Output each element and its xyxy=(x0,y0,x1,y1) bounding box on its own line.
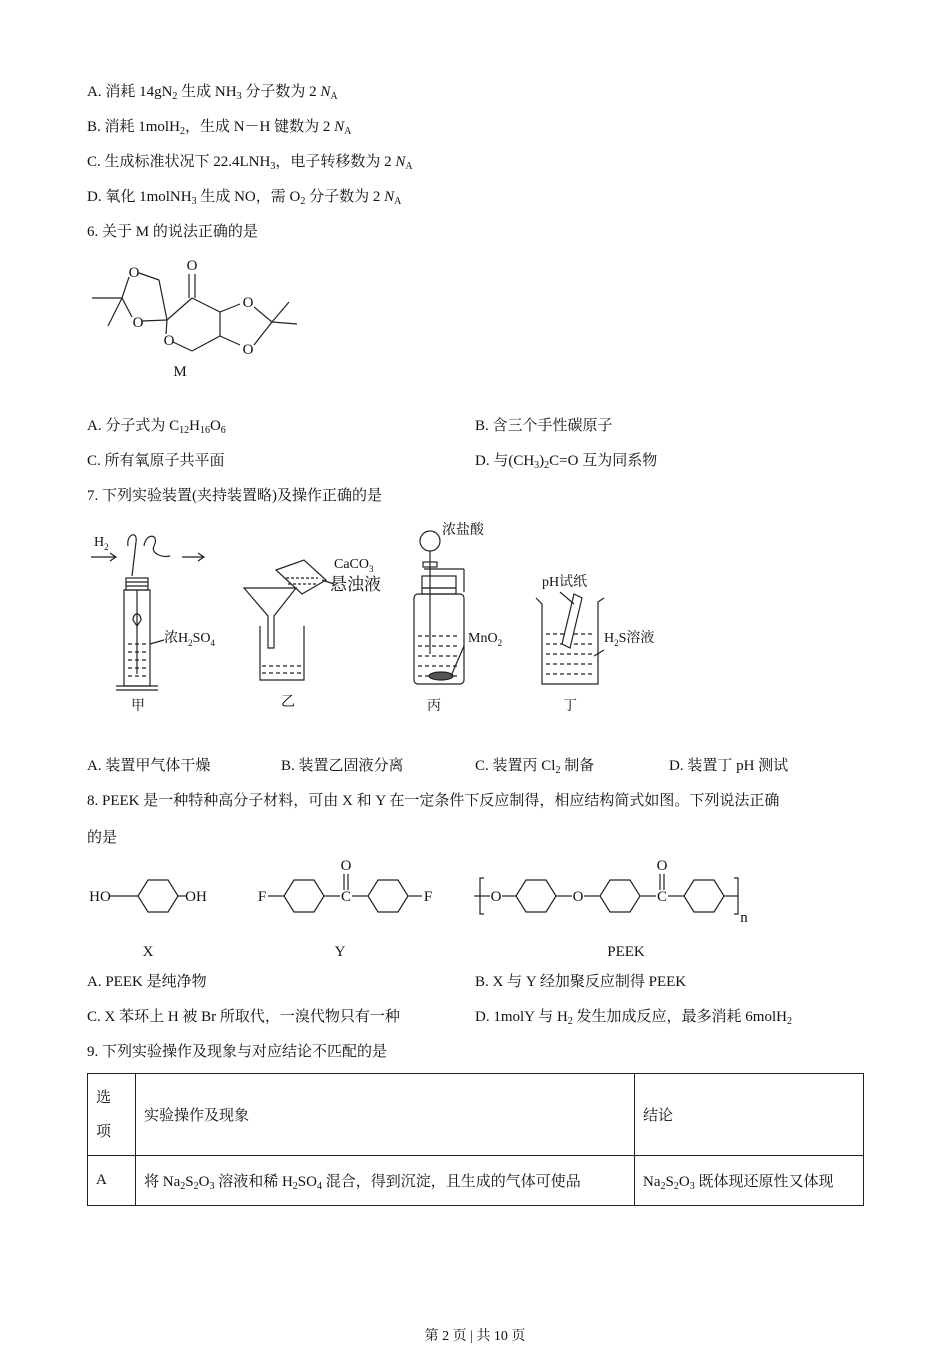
q8-stem-line1: 8. PEEK 是一种特种高分子材料，可由 X 和 Y 在一定条件下反应制得，相应结构简式如图。下列说法正确 xyxy=(87,793,780,809)
label-ph-paper: pH试纸 xyxy=(542,575,588,590)
y-f-left: F xyxy=(257,889,267,905)
label-jia: 甲 xyxy=(131,699,145,714)
q8-option-b: B. X 与 Y 经加聚反应制得 PEEK xyxy=(475,974,687,990)
peek-subscript-n: n xyxy=(740,910,748,926)
label-mno2: MnO$_2$ xyxy=(468,631,503,648)
q7-option-c: C. 装置丙 $Cl_2$ 制备 xyxy=(475,758,595,776)
label-h2: $H_2$ xyxy=(94,535,109,552)
x-oh-label: OH xyxy=(185,889,207,905)
row-operation: 将 $Na_2S_2O_3$ 溶液和稀 $H_2SO_4$ 混合，得到沉淀，且生成的气体可使品 xyxy=(136,1156,635,1206)
q7-option-d: D. 装置丁 pH 测试 xyxy=(669,758,789,774)
label-conc-hcl: 浓盐酸 xyxy=(442,523,484,538)
label-caco3: CaCO$_3$ xyxy=(334,557,374,574)
y-carbonyl-c: C xyxy=(340,889,352,905)
header-operation: 实验操作及现象 xyxy=(136,1074,635,1156)
label-x: X xyxy=(142,944,154,960)
peek-o-1: O xyxy=(490,889,502,905)
atom-o-ring: O xyxy=(163,333,175,349)
label-h2s-solution: $H_2S$溶液 xyxy=(604,631,655,648)
q8-option-a: A. PEEK 是纯净物 xyxy=(87,974,207,990)
q6-option-b: B. 含三个手性碳原子 xyxy=(475,418,613,434)
q5-option-b: B. 消耗 1molH$_2$，生成 N－H 键数为 2 $N_A$ xyxy=(87,119,352,137)
peek-carbonyl-o: O xyxy=(656,858,668,874)
y-f-right: F xyxy=(423,889,433,905)
q6-option-a: A. 分子式为 $C_{12}H_{16}O_6$ xyxy=(87,418,226,436)
table-row xyxy=(88,1156,864,1206)
q5-option-c: C. 生成标准状况下 $22.4LNH_3$，电子转移数为 2 $N_A$ xyxy=(87,154,413,172)
atom-o-right-top: O xyxy=(242,295,254,311)
label-conc-h2so4: 浓$H_2SO_4$ xyxy=(164,631,216,648)
peek-o-2: O xyxy=(572,889,584,905)
label-yi: 乙 xyxy=(281,695,295,710)
q7-option-a: A. 装置甲气体干燥 xyxy=(87,758,211,774)
table-header-row xyxy=(88,1074,864,1156)
page-footer: 第 2 页 | 共 10 页 xyxy=(424,1329,526,1344)
molecule-m-structure xyxy=(82,252,312,384)
label-suspension: 悬浊液 xyxy=(330,575,381,594)
q9-stem: 9. 下列实验操作及现象与对应结论不匹配的是 xyxy=(87,1044,388,1060)
q8-stem-line2: 的是 xyxy=(87,830,118,846)
atom-o-right-bottom: O xyxy=(242,342,254,358)
q8-option-c: C. X 苯环上 H 被 Br 所取代，一溴代物只有一种 xyxy=(87,1009,400,1025)
q7-option-b: B. 装置乙固液分离 xyxy=(281,758,404,774)
molecule-label-m: M xyxy=(173,364,187,380)
header-conclusion: 结论 xyxy=(635,1074,864,1156)
row-conclusion: $Na_2S_2O_3$ 既体现还原性又体现 xyxy=(635,1156,864,1206)
header-option: 选 项 xyxy=(88,1074,136,1156)
atom-o-carbonyl: O xyxy=(186,258,198,274)
q6-stem: 6. 关于 M 的说法正确的是 xyxy=(87,224,258,240)
q9-table xyxy=(87,1073,864,1206)
q5-option-d: D. 氧化 1molNH$_3$ 生成 NO，需 $O_2$ 分子数为 2 $N_A$ xyxy=(87,189,402,207)
q7-stem: 7. 下列实验装置(夹持装置略)及操作正确的是 xyxy=(87,488,382,504)
q8-structures-figure xyxy=(86,852,756,964)
atom-o-left-bottom: O xyxy=(132,315,144,331)
q6-option-d: D. 与$(CH_3)_2C=O$ 互为同系物 xyxy=(475,453,658,471)
x-ho-label: HO xyxy=(89,889,111,905)
q5-option-a: A. 消耗 $14gN_2$ 生成 $NH_3$ 分子数为 2 $N_A$ xyxy=(87,84,338,102)
q7-apparatus-figure xyxy=(86,516,676,716)
peek-carbonyl-c: C xyxy=(656,889,668,905)
label-peek: PEEK xyxy=(607,944,645,960)
q6-option-c: C. 所有氧原子共平面 xyxy=(87,453,225,469)
label-bing: 丙 xyxy=(427,699,441,714)
atom-o-left-top: O xyxy=(128,265,140,281)
y-carbonyl-o: O xyxy=(340,858,352,874)
label-ding: 丁 xyxy=(563,699,577,714)
q8-option-d: D. 1molY 与 $H_2$ 发生加成反应，最多消耗 6molH$_2$ xyxy=(475,1009,792,1027)
label-y: Y xyxy=(334,944,346,960)
row-option: A xyxy=(88,1156,136,1206)
